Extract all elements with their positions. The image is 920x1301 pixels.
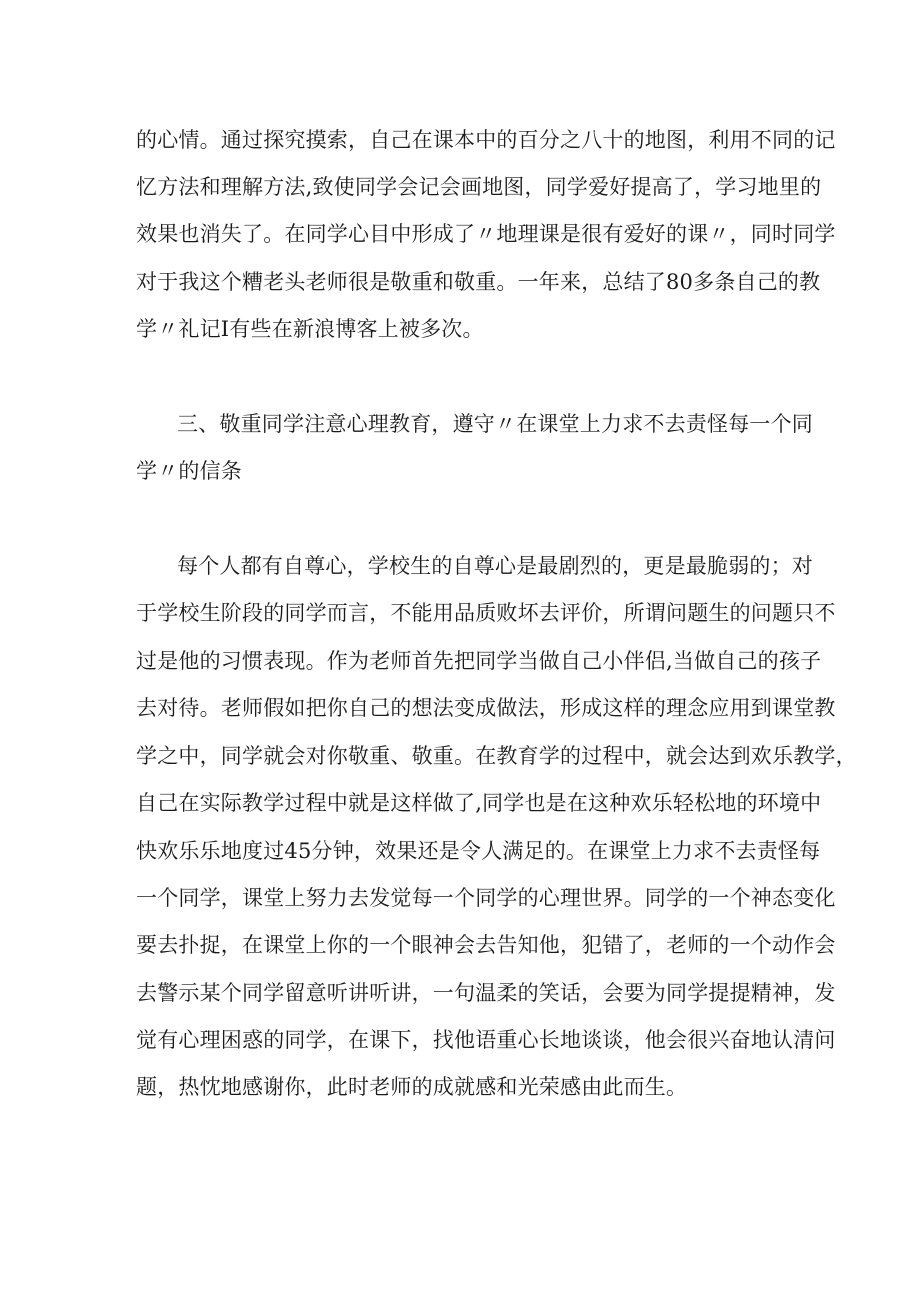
paragraph-line: 觉有心理困惑的同学，在课下，找他语重心长地谈谈，他会很兴奋地认清问 (136, 1028, 836, 1052)
paragraph-line: 每个人都有自尊心，学校生的自尊心是最剧烈的，更是最脆弱的；对 (177, 554, 813, 578)
paragraph-line: 忆方法和理解方法,致使同学会记会画地图，同学爱好提高了，学习地里的 (136, 175, 822, 199)
paragraph-line: 学之中，同学就会对你敬重、敬重。在教育学的过程中，就会达到欢乐教学， (136, 744, 857, 768)
section-heading: 三、敬重同学注意心理教育，遵守〃在课堂上力求不去责怪每一个同 (177, 412, 813, 436)
paragraph-line: 学〃礼记I有些在新浪博客上被多次。 (136, 317, 484, 341)
paragraph-line: 要去扑捉，在课堂上你的一个眼神会去告知他，犯错了，老师的一个动作会 (136, 933, 836, 957)
paragraph-line: 于学校生阶段的同学而言，不能用品质败坏去评价，所谓问题生的问题只不 (136, 601, 836, 625)
paragraph-line: 一个同学，课堂上努力去发觉每一个同学的心理世界。同学的一个神态变化 (136, 886, 836, 910)
paragraph-line: 去对待。老师假如把你自己的想法变成做法，形成这样的理念应用到课堂教 (136, 696, 836, 720)
paragraph-line: 题，热忱地感谢你，此时老师的成就感和光荣感由此而生。 (136, 1075, 688, 1099)
paragraph-line: 效果也消失了。在同学心目中形成了〃地理课是很有爱好的课〃，同时同学 (136, 222, 836, 246)
section-heading: 学〃的信条 (136, 459, 242, 483)
paragraph-line: 自己在实际教学过程中就是这样做了,同学也是在这种欢乐轻松地的环境中 (136, 791, 822, 815)
paragraph-line: 快欢乐乐地度过45分钟，效果还是令人满足的。在课堂上力求不去责怪每 (136, 839, 821, 863)
paragraph-line: 的心情。通过探究摸索，自己在课本中的百分之八十的地图，利用不同的记 (136, 128, 836, 152)
paragraph-line: 对于我这个糟老头老师很是敬重和敬重。一年来，总结了80多条自己的教 (136, 270, 821, 294)
paragraph-line: 去警示某个同学留意听讲听讲，一句温柔的笑话，会要为同学提提精神，发 (136, 981, 836, 1005)
paragraph-line: 过是他的习惯表现。作为老师首先把同学当做自己小伴侣,当做自己的孩子 (136, 649, 822, 673)
